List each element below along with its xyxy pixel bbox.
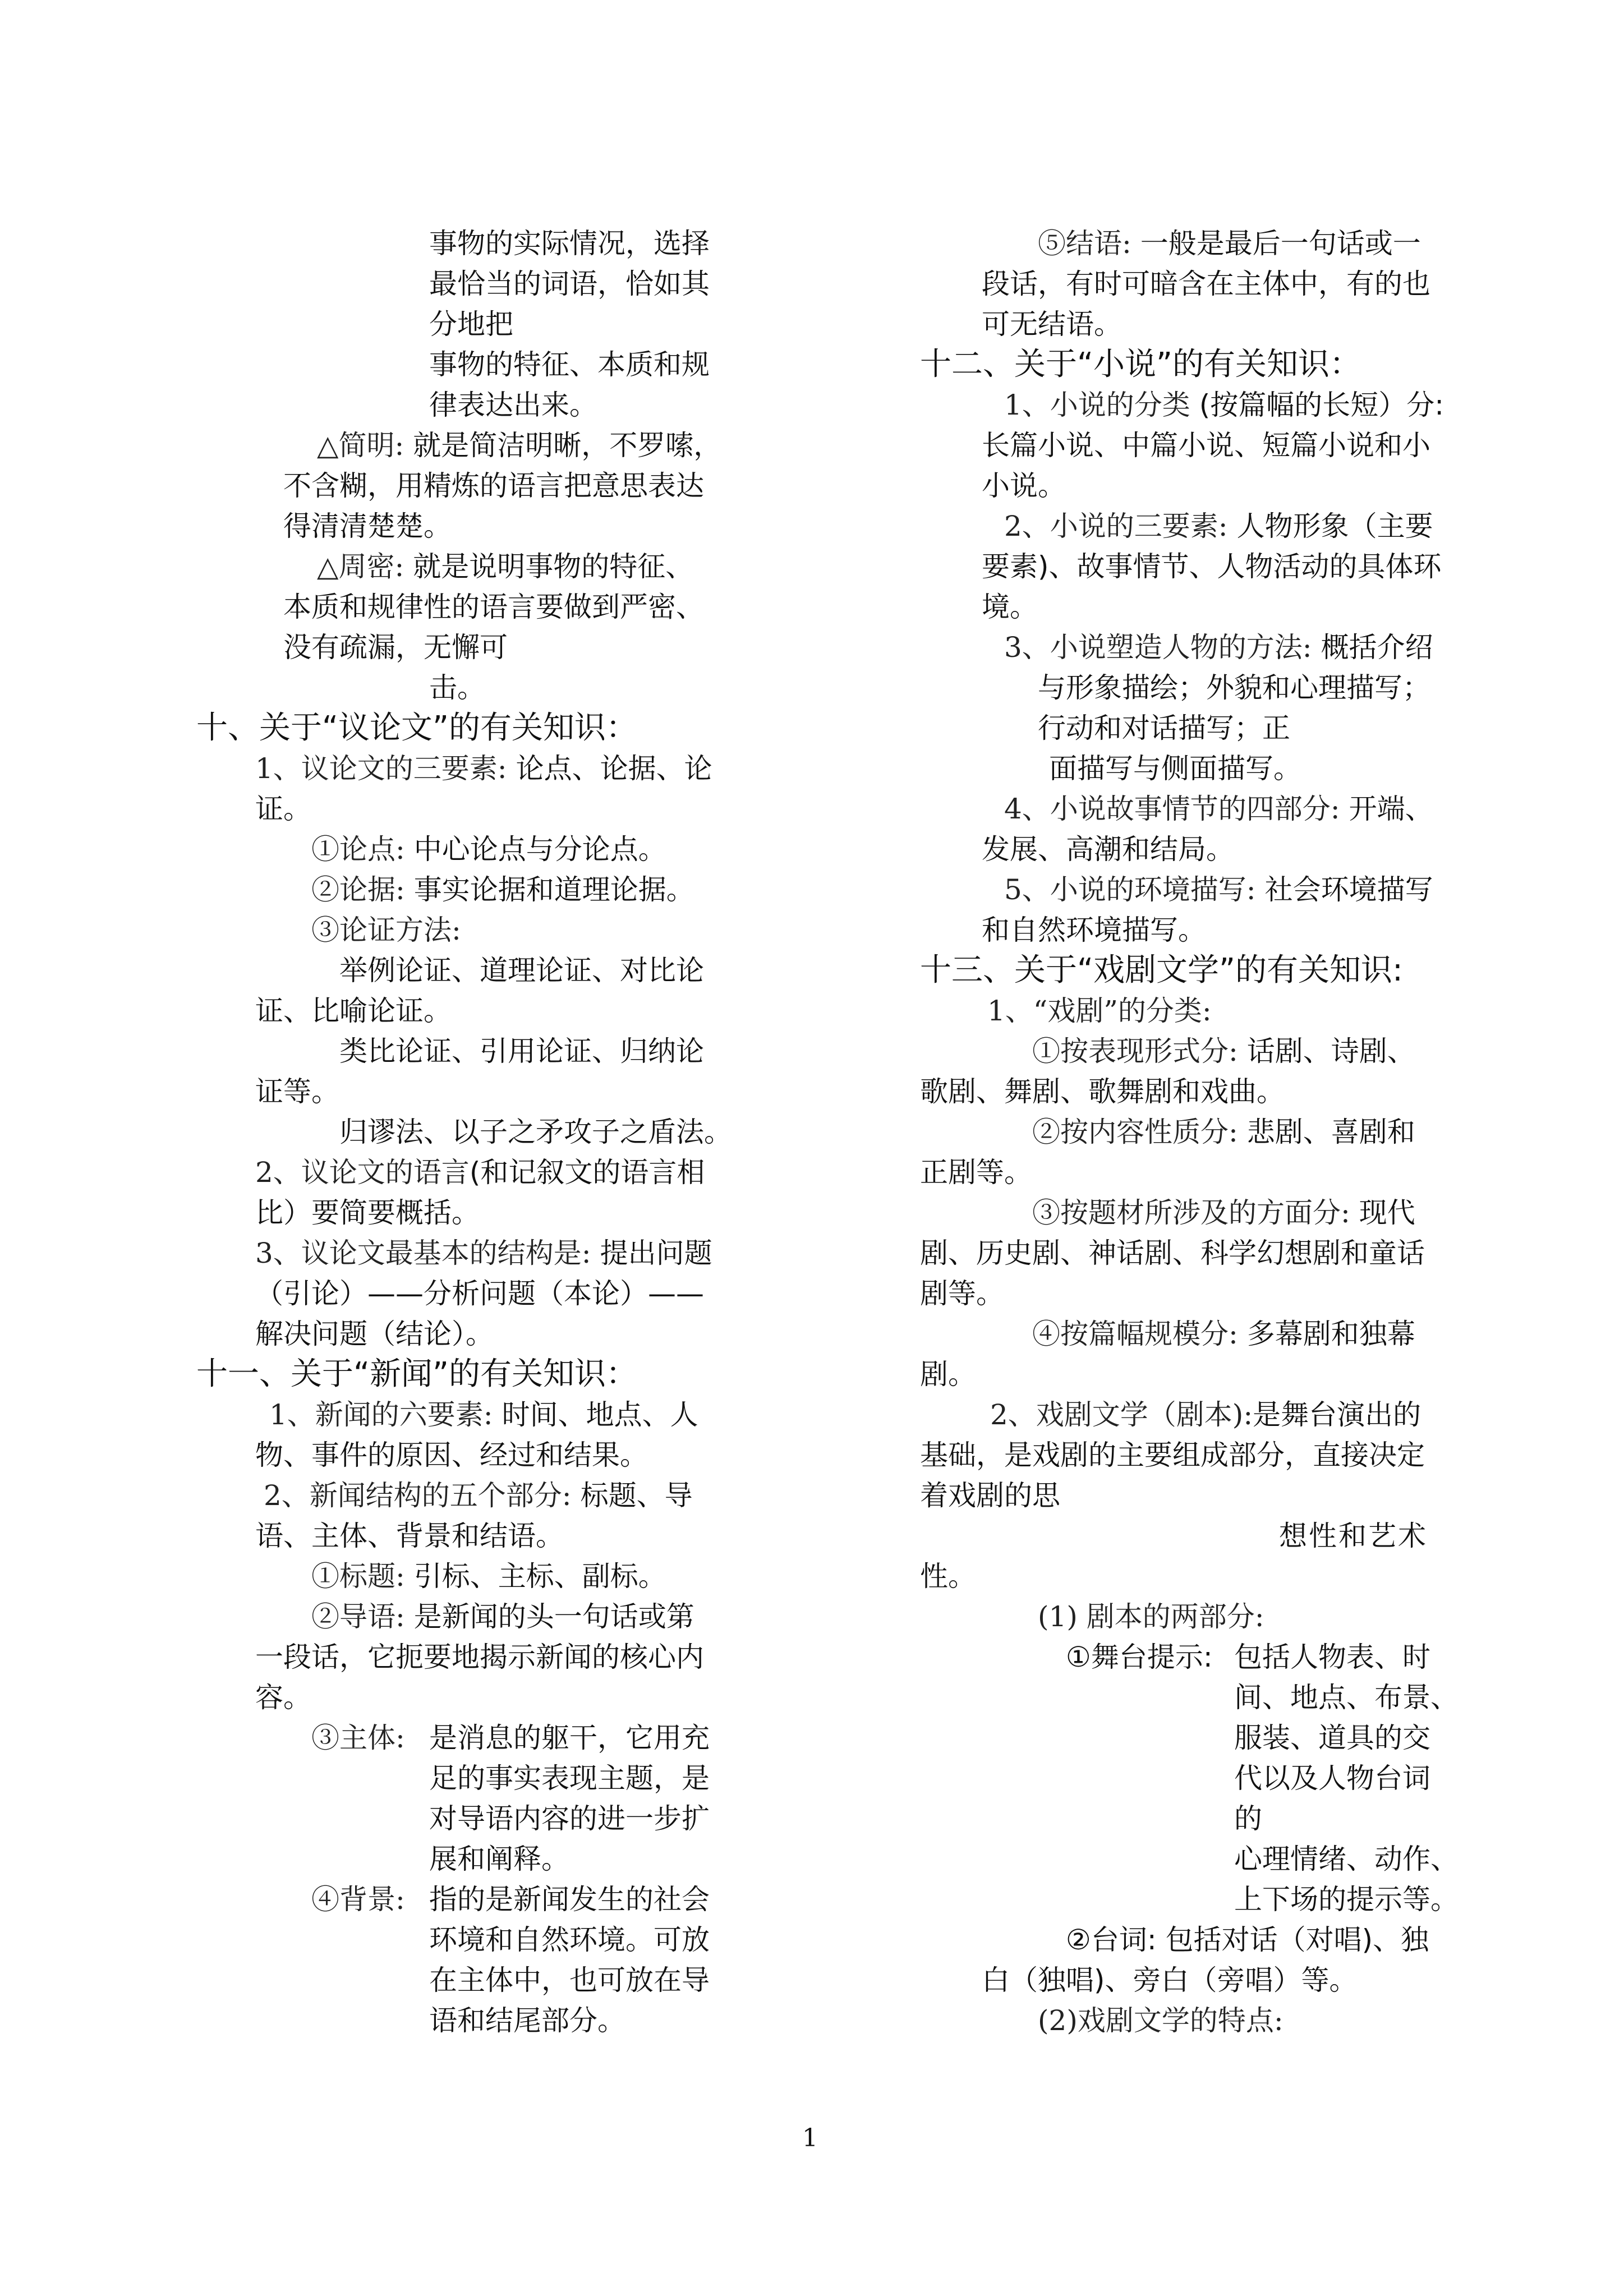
text-line: 代以及人物台词 (1234, 1762, 1430, 1795)
text-line: 指的是新闻发生的社会 (429, 1883, 710, 1916)
item-label: 3、小说塑造人物的方法: (1004, 631, 1312, 664)
text-line: 解决问题（结论）。 (255, 1318, 494, 1350)
text-line (269, 1395, 698, 1435)
text-line (311, 829, 666, 869)
item-label: ③论证方法: (311, 914, 461, 946)
text-line (317, 425, 721, 466)
text-line: 的 (1234, 1802, 1262, 1835)
item-label: ①论点: (311, 833, 405, 866)
item-text: 多幕剧和独幕 (1246, 1318, 1415, 1350)
item-text: 事实论据和道理论据。 (413, 873, 694, 906)
item-label: △周密: (317, 550, 404, 583)
text-line (1038, 2000, 1283, 2041)
item-text: 现代 (1359, 1197, 1415, 1229)
section-heading: 十二、关于“小说”的有关知识： (920, 346, 1361, 383)
text-line: 歌剧、舞剧、歌舞剧和戏曲。 (920, 1075, 1285, 1108)
text-line: 是消息的躯干，它用充 (429, 1722, 710, 1754)
text-line (987, 991, 1212, 1031)
text-line (311, 910, 461, 950)
text-line: 与形象描绘；外貌和心理描写； (1038, 671, 1430, 704)
text-line: 律表达出来。 (429, 389, 597, 421)
item-text: 提出问题 (600, 1237, 712, 1269)
item-label: ①按表现形式分: (1032, 1035, 1238, 1068)
text-line: 不含糊，用精炼的语言把意思表达 (283, 470, 704, 502)
text-line: 小说。 (982, 470, 1066, 502)
text-line: 归谬法、以子之矛攻子之盾法。 (339, 1116, 732, 1148)
text-line: 事物的特征、本质和规 (429, 348, 710, 381)
item-label: ②论据: (311, 873, 405, 906)
text-line (311, 1596, 694, 1637)
text-line: 证、比喻论证。 (255, 995, 452, 1027)
text-line: 着戏剧的思 (920, 1479, 1060, 1512)
text-line (255, 1233, 712, 1273)
item-label: ①舞台提示: (1066, 1641, 1213, 1673)
text-line: 面描写与侧面描写。 (1049, 752, 1301, 785)
text-line: 没有疏漏，无懈可 (283, 631, 508, 664)
text-line: 本质和规律性的语言要做到严密、 (283, 591, 704, 623)
text-line: （引论）——分析问题（本论）—— (255, 1277, 704, 1310)
text-line: 行动和对话描写；正 (1038, 712, 1290, 744)
item-text: (和记叙文的语言相 (469, 1156, 705, 1189)
item-text: 时间、地点、人 (502, 1398, 698, 1431)
text-line (1032, 1193, 1415, 1233)
item-text: (按篇幅的长短）分: (1199, 389, 1444, 421)
item-label: ④按篇幅规模分: (1032, 1318, 1238, 1350)
text-line (1032, 1314, 1415, 1354)
text-line (311, 1879, 405, 1920)
item-label: ①标题: (311, 1560, 405, 1593)
item-label: ②按内容性质分: (1032, 1116, 1238, 1148)
text-line: 类比论证、引用论证、归纳论 (339, 1035, 704, 1068)
text-line: 得清清楚楚。 (283, 510, 452, 542)
item-text: 标题、导 (580, 1479, 693, 1512)
section-heading: 十、关于“议论文”的有关知识： (196, 710, 638, 746)
text-line: 语和结尾部分。 (429, 2004, 625, 2037)
text-line: 和自然环境描写。 (982, 914, 1206, 946)
item-text: 包括对话（对唱)、独 (1165, 1924, 1429, 1956)
item-text: 论点、论据、论 (516, 752, 712, 785)
text-line: 段话，有时可暗含在主体中，有的也 (982, 268, 1430, 300)
text-line (1004, 789, 1433, 829)
text-line (1066, 1637, 1213, 1677)
item-text: 悲剧、喜剧和 (1246, 1116, 1415, 1148)
text-line: 可无结语。 (982, 308, 1122, 341)
text-line: 基础，是戏剧的主要组成部分，直接决定 (920, 1439, 1425, 1471)
text-line (1032, 1112, 1415, 1152)
text-line: 发展、高潮和结局。 (982, 833, 1234, 866)
item-text: 是舞台演出的 (1253, 1398, 1421, 1431)
text-line: 举例论证、道理论证、对比论 (339, 954, 704, 987)
text-line: 要素)、故事情节、人物活动的具体环 (982, 550, 1442, 583)
item-text: 就是简洁明晰，不罗嗦， (413, 429, 722, 462)
text-line (311, 1718, 405, 1758)
section-heading: 十三、关于“戏剧文学”的有关知识: (920, 952, 1403, 988)
text-line: 证等。 (255, 1075, 339, 1108)
item-label: 2、议论文的语言 (255, 1156, 470, 1189)
text-line: 在主体中，也可放在导 (429, 1964, 710, 1996)
text-line: 剧等。 (920, 1277, 1004, 1310)
item-text: 是新闻的头一句话或第 (413, 1600, 694, 1633)
text-line: 足的事实表现主题，是 (429, 1762, 710, 1795)
item-label: ③主体: (311, 1722, 405, 1754)
text-line: 间、地点、布景、 (1234, 1681, 1459, 1714)
item-label: 1、议论文的三要素: (255, 752, 507, 785)
item-label: 2、新闻结构的五个部分: (264, 1479, 572, 1512)
item-label: 2、小说的三要素: (1004, 510, 1228, 542)
item-label: 1、“戏剧”的分类: (987, 995, 1212, 1027)
page-number: 1 (802, 2124, 818, 2152)
text-line: 比）要简要概括。 (255, 1197, 480, 1229)
text-line: 展和阐释。 (429, 1843, 569, 1875)
item-text: 一般是最后一句话或一 (1140, 227, 1421, 260)
item-text: 中心论点与分论点。 (413, 833, 666, 866)
text-line (1004, 869, 1433, 910)
text-line (255, 1152, 705, 1193)
text-line (1032, 1031, 1415, 1071)
text-line (1038, 223, 1421, 264)
item-label: 4、小说故事情节的四部分: (1004, 793, 1340, 825)
text-line (311, 1556, 666, 1596)
item-label: △简明: (317, 429, 404, 462)
item-text: 社会环境描写 (1264, 873, 1433, 906)
text-line: 剧、历史剧、神话剧、科学幻想剧和童话 (920, 1237, 1425, 1269)
text-line (255, 748, 712, 789)
text-line: 正剧等。 (920, 1156, 1032, 1189)
text-line: 心理情绪、动作、 (1234, 1843, 1459, 1875)
item-text: 概括介绍 (1321, 631, 1433, 664)
text-line (1004, 385, 1444, 425)
item-label: 1、新闻的六要素: (269, 1398, 493, 1431)
text-line: 剧。 (920, 1358, 976, 1391)
text-line: 境。 (982, 591, 1038, 623)
text-line: 服装、道具的交 (1234, 1722, 1430, 1754)
item-text: 就是说明事物的特征、 (413, 550, 694, 583)
text-line (990, 1395, 1421, 1435)
text-line: 一段话，它扼要地揭示新闻的核心内 (255, 1641, 704, 1673)
text-line (311, 869, 694, 910)
item-label: ②导语: (311, 1600, 405, 1633)
text-line: 语、主体、背景和结语。 (255, 1520, 564, 1552)
item-label: (1) 剧本的两部分: (1038, 1600, 1264, 1633)
item-label: 2、戏剧文学（剧本): (990, 1398, 1253, 1431)
item-text: 话剧、诗剧、 (1246, 1035, 1415, 1068)
text-line: 事物的实际情况，选择 (429, 227, 710, 260)
text-line (1004, 627, 1433, 668)
text-line: 最恰当的词语，恰如其 (429, 268, 710, 300)
section-heading: 十一、关于“新闻”的有关知识： (196, 1356, 638, 1392)
item-text: 开端、 (1349, 793, 1433, 825)
text-line (264, 1475, 693, 1516)
text-line: 想性和艺术 (1279, 1520, 1428, 1552)
text-line: 长篇小说、中篇小说、短篇小说和小 (982, 429, 1430, 462)
text-line: 性。 (920, 1560, 976, 1593)
text-line: 环境和自然环境。可放 (429, 1924, 710, 1956)
text-line: 击。 (429, 671, 485, 704)
text-line: 白（独唱)、旁白（旁唱）等。 (982, 1964, 1358, 1996)
text-line (317, 546, 693, 587)
text-line: 容。 (255, 1681, 311, 1714)
item-text: 人物形象（主要 (1236, 510, 1433, 542)
item-label: 1、小说的分类 (1004, 389, 1190, 421)
text-line (1004, 506, 1433, 546)
text-line: 对导语内容的进一步扩 (429, 1802, 710, 1835)
item-label: ③按题材所涉及的方面分: (1032, 1197, 1350, 1229)
text-line: 物、事件的原因、经过和结果。 (255, 1439, 648, 1471)
text-line (1066, 1920, 1429, 1960)
text-line: 包括人物表、时 (1234, 1641, 1430, 1673)
text-line: 证。 (255, 793, 311, 825)
item-label: 5、小说的环境描写: (1004, 873, 1256, 906)
item-label: 3、议论文最基本的结构是: (255, 1237, 591, 1269)
item-text: 引标、主标、副标。 (413, 1560, 666, 1593)
text-line: 上下场的提示等。 (1234, 1883, 1459, 1916)
text-line: 分地把 (429, 308, 513, 341)
item-label: ④背景: (311, 1883, 405, 1916)
item-label: (2)戏剧文学的特点: (1038, 2004, 1283, 2037)
text-line (1038, 1596, 1264, 1637)
item-label: ⑤结语: (1038, 227, 1131, 260)
item-label: ②台词: (1066, 1924, 1157, 1956)
